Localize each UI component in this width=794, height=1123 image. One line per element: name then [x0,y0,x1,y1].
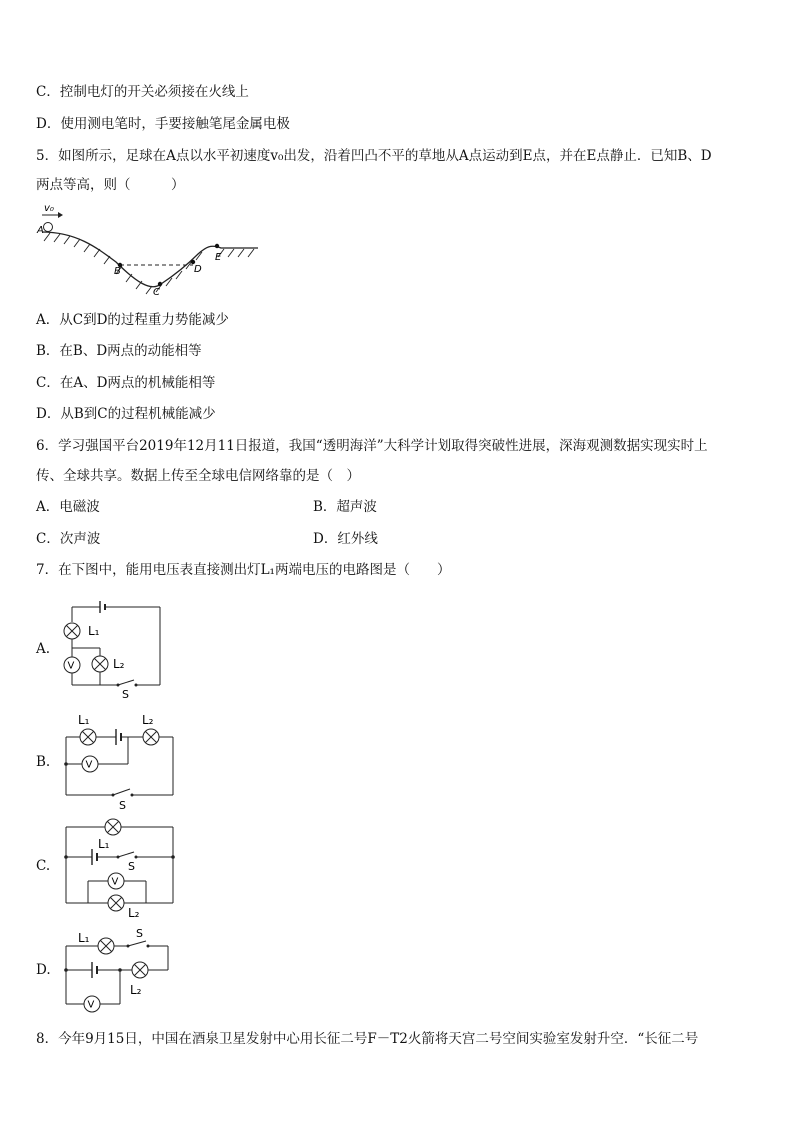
circuit-a-l2-label: L₂ [113,657,125,671]
circuit-a-l1-label: L₁ [88,624,100,638]
q7-stem: 7．在下图中，能用电压表直接测出灯L₁两端电压的电路图是（ ） [36,562,451,578]
circuit-c-option-label: C. [36,858,51,874]
q5-option-a: A．从C到D的过程重力势能减少 [36,312,229,328]
circuit-b-option-label: B. [36,754,51,770]
point-c-label: C [153,287,160,298]
circuit-a-diagram [58,597,168,702]
q6-option-b: B．超声波 [313,499,377,515]
q6-option-d: D．红外线 [313,531,378,547]
q5-stem-line1: 5．如图所示，足球在A点以水平初速度v₀出发，沿着凹凸不平的草地从A点运动到E点，并在E点静止．已知B、D [36,148,712,164]
q4-option-c: C．控制电灯的开关必须接在火线上 [36,84,249,100]
q5-stem-line2: 两点等高，则（ ） [36,177,185,193]
circuit-a-voltmeter-label: V [67,660,75,672]
circuit-b-l2-label: L₂ [142,713,154,727]
circuit-a-option-label: A. [36,641,51,657]
circuit-b-voltmeter-label: V [85,759,93,771]
point-b-label: B [114,266,121,277]
circuit-d-switch-label: S [136,927,143,940]
q5-option-d: D．从B到C的过程机械能减少 [36,406,216,422]
circuit-c-l1-label: L₁ [98,837,110,851]
q5-option-b: B．在B、D两点的动能相等 [36,343,202,359]
circuit-d-diagram [58,924,180,1020]
circuit-c-voltmeter-label: V [111,876,119,888]
point-e-label: E [215,252,222,263]
q6-option-a: A．电磁波 [36,499,100,515]
circuit-d-option-label: D. [36,962,51,978]
circuit-d-l1-label: L₁ [78,931,90,945]
point-a-label: A [37,225,44,236]
q4-option-d: D．使用测电笔时，手要接触笔尾金属电极 [36,116,290,132]
circuit-c-l2-label: L₂ [128,906,140,920]
circuit-b-diagram [58,709,180,815]
circuit-b-switch-label: S [119,799,126,812]
circuit-c-switch-label: S [128,860,135,873]
circuit-d-voltmeter-label: V [87,999,95,1011]
circuit-b-l1-label: L₁ [78,713,90,727]
q5-option-c: C．在A、D两点的机械能相等 [36,375,216,391]
q6-stem-line1: 6．学习强国平台2019年12月11日报道，我国“透明海洋”大科学计划取得突破性进展，深海观测数据实现实时上 [36,438,708,454]
circuit-a-switch-label: S [122,688,129,701]
q6-option-c: C．次声波 [36,531,101,547]
ball-terrain-figure [36,202,266,302]
q6-stem-line2: 传、全球共享。数据上传至全球电信网络靠的是（ ） [36,468,360,484]
v0-label: v₀ [44,203,54,214]
q8-stem: 8．今年9月15日，中国在酒泉卫星发射中心用长征二号F－T2火箭将天宫二号空间实验室发射升空．“长征二号 [36,1031,699,1047]
point-d-label: D [194,264,202,275]
circuit-c-diagram [58,815,180,920]
circuit-d-l2-label: L₂ [130,983,142,997]
